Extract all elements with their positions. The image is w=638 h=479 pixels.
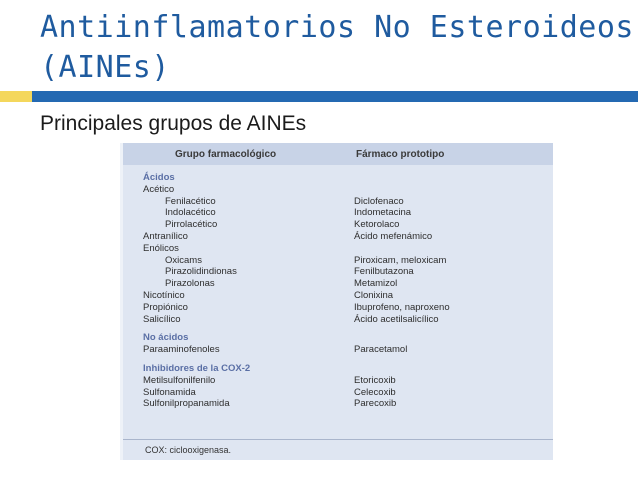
drug-cell: Etoricoxib [354, 374, 396, 386]
group-cell: No ácidos [143, 332, 189, 344]
group-cell: Sulfonilpropanamida [143, 398, 230, 410]
header-group: Grupo farmacológico [175, 149, 277, 160]
drug-cell: Ibuprofeno, naproxeno [354, 301, 450, 313]
table-row [123, 290, 553, 302]
table-row [123, 398, 553, 410]
group-cell: Sulfonamida [143, 386, 196, 398]
table-row [123, 231, 553, 243]
drug-cell: Celecoxib [354, 386, 396, 398]
group-cell: Pirazolonas [165, 278, 215, 290]
group-cell: Pirazolidindionas [165, 266, 237, 278]
table-row [123, 375, 553, 387]
table-row [123, 196, 553, 208]
table-row [123, 184, 553, 196]
group-cell: Inhibidores de la COX-2 [143, 362, 251, 374]
table-row [123, 344, 553, 356]
table-row [123, 387, 553, 399]
group-cell: Paraaminofenoles [143, 344, 220, 356]
table-body [123, 172, 553, 410]
slide-title-line-2: (AINEs) [40, 50, 170, 85]
group-cell: Metilsulfonilfenilo [143, 374, 216, 386]
table-footnote [123, 439, 553, 460]
table-row [123, 219, 553, 231]
table-section-row [123, 172, 553, 184]
table-row [123, 255, 553, 267]
group-cell: Salicílico [143, 313, 181, 325]
drug-cell: Ácido acetilsalicílico [354, 313, 439, 325]
title-accent-bar [0, 91, 638, 102]
table-row [123, 314, 553, 326]
drug-cell: Parecoxib [354, 398, 397, 410]
group-cell: Pirrolacético [165, 219, 218, 231]
drug-cell: Ketorolaco [354, 219, 400, 231]
title-accent-marker [0, 91, 32, 102]
group-cell: Nicotínico [143, 289, 185, 301]
group-cell: Indolacético [165, 207, 216, 219]
drug-cell: Ácido mefenámico [354, 230, 433, 242]
drug-cell: Paracetamol [354, 344, 408, 356]
group-cell: Fenilacético [165, 195, 216, 207]
table-row-spacer [123, 356, 553, 363]
table-row-spacer [123, 325, 553, 332]
table-section-row [123, 332, 553, 344]
slide-subtitle: Principales grupos de AINEs [40, 112, 307, 135]
table-row [123, 302, 553, 314]
group-cell: Propiónico [143, 301, 188, 313]
drug-cell: Clonixina [354, 289, 394, 301]
table-header [123, 143, 553, 165]
table-row [123, 266, 553, 278]
aines-table [120, 143, 553, 460]
table-row [123, 207, 553, 219]
table-section-row [123, 363, 553, 375]
table-row [123, 278, 553, 290]
drug-cell: Metamizol [354, 278, 398, 290]
group-cell: Oxicams [165, 254, 202, 266]
drug-cell: Indometacina [354, 207, 412, 219]
drug-cell: Fenilbutazona [354, 266, 414, 278]
group-cell: Enólicos [143, 242, 179, 254]
drug-cell: Diclofenaco [354, 195, 404, 207]
slide-title-line-1: Antiinflamatorios No Esteroideos [40, 10, 634, 45]
group-cell: Antranílico [143, 230, 188, 242]
footnote-text: COX: ciclooxigenasa. [145, 445, 232, 455]
drug-cell: Piroxicam, meloxicam [354, 254, 447, 266]
header-drug: Fármaco prototipo [356, 149, 445, 160]
slide-title [40, 8, 634, 88]
table-row [123, 243, 553, 255]
group-cell: Acético [143, 183, 175, 195]
group-cell: Ácidos [143, 172, 175, 183]
